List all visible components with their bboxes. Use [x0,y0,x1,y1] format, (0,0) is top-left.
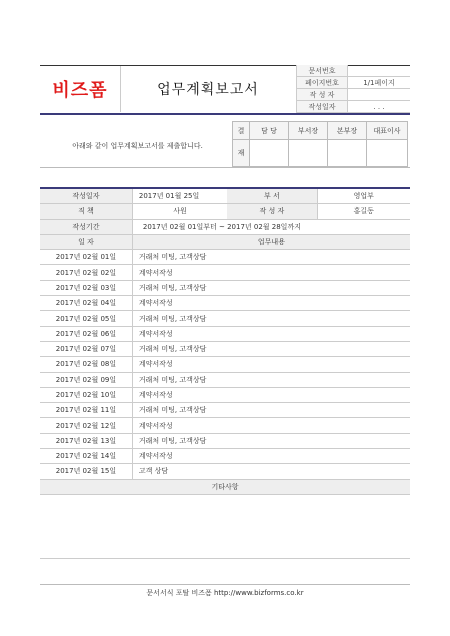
bizforms-logo: 비즈폼 [52,80,108,101]
approval-col-dept-head: 부서장 [289,122,328,140]
schedule-task[interactable]: 계약서작성 [132,387,410,402]
schedule-row [40,326,410,341]
approval-header-row [233,122,408,140]
schedule-task[interactable]: 계약서작성 [132,449,410,464]
schedule-date: 2017년 02월 11일 [40,403,132,418]
approval-sign-box[interactable] [328,140,367,167]
schedule-row [40,280,410,295]
document-meta-table [296,65,410,113]
approval-col-staff: 담 당 [250,122,289,140]
logo-divider [120,66,121,112]
approval-sign-row [233,140,408,167]
meta-label: 문서번호 [297,65,348,77]
position-label: 직 책 [40,204,132,219]
schedule-date: 2017년 02월 01일 [40,250,132,265]
meta-row-date [297,101,411,113]
schedule-header-row [40,234,410,249]
meta-value[interactable] [348,89,411,101]
schedule-row [40,403,410,418]
schedule-row [40,433,410,448]
meta-value[interactable] [348,65,411,77]
schedule-row [40,265,410,280]
schedule-date: 2017년 02월 05일 [40,311,132,326]
approval-table [232,121,408,167]
schedule-date: 2017년 02월 15일 [40,464,132,479]
schedule-row [40,418,410,433]
schedule-task[interactable]: 거래처 미팅, 고객상담 [132,341,410,356]
date-label: 작성일자 [40,189,132,204]
header-bottom-rule [40,113,410,115]
schedule-date: 2017년 02월 14일 [40,449,132,464]
schedule-row [40,341,410,356]
notes-area[interactable] [40,500,410,559]
author-value[interactable]: 홍길동 [317,204,410,219]
meta-label: 페이지번호 [297,77,348,89]
submission-statement: 아래와 같이 업무계획보고서를 제출합니다. [72,142,203,150]
schedule-task[interactable]: 계약서작성 [132,418,410,433]
schedule-date: 2017년 02월 09일 [40,372,132,387]
schedule-task[interactable]: 계약서작성 [132,296,410,311]
notes-header-row [40,479,410,494]
approval-sign-box[interactable] [367,140,408,167]
schedule-task[interactable]: 거래처 미팅, 고객상담 [132,311,410,326]
schedule-row [40,296,410,311]
schedule-date: 2017년 02월 08일 [40,357,132,372]
position-value[interactable]: 사원 [132,204,227,219]
schedule-task[interactable]: 거래처 미팅, 고객상담 [132,280,410,295]
schedule-row [40,372,410,387]
info-row-period [40,219,410,234]
schedule-task[interactable]: 거래처 미팅, 고객상담 [132,250,410,265]
meta-label: 작 성 자 [297,89,348,101]
approval-label-bottom: 재 [233,140,250,167]
meta-value[interactable]: . . . [348,101,411,113]
footer-divider [40,584,410,585]
intro-divider [40,167,410,168]
schedule-date: 2017년 02월 12일 [40,418,132,433]
schedule-task[interactable]: 거래처 미팅, 고객상담 [132,433,410,448]
footer-text: 문서서식 포탈 비즈폼 http://www.bizforms.co.kr [146,589,304,597]
schedule-row [40,449,410,464]
dept-value[interactable]: 영업부 [317,189,410,204]
schedule-task[interactable]: 계약서작성 [132,357,410,372]
schedule-date: 2017년 02월 07일 [40,341,132,356]
schedule-task[interactable]: 계약서작성 [132,265,410,280]
meta-row-page-number [297,77,411,89]
approval-col-ceo: 대표이사 [367,122,408,140]
schedule-task[interactable]: 계약서작성 [132,326,410,341]
approval-col-division-head: 본부장 [328,122,367,140]
schedule-body [40,250,410,479]
author-label: 작 성 자 [227,204,317,219]
meta-value[interactable]: 1/1페이지 [348,77,411,89]
schedule-col-date: 일 자 [40,234,132,249]
approval-sign-box[interactable] [250,140,289,167]
meta-row-author [297,89,411,101]
meta-row-doc-number [297,65,411,77]
document-title: 업무계획보고서 [157,82,259,98]
schedule-task[interactable]: 고객 상담 [132,464,410,479]
schedule-date: 2017년 02월 02일 [40,265,132,280]
period-label: 작성기간 [40,219,132,234]
meta-label: 작성일자 [297,101,348,113]
schedule-row [40,464,410,479]
schedule-row [40,387,410,402]
schedule-task[interactable]: 거래처 미팅, 고객상담 [132,403,410,418]
schedule-date: 2017년 02월 13일 [40,433,132,448]
notes-label: 기타사항 [40,479,410,494]
schedule-date: 2017년 02월 03일 [40,280,132,295]
date-value[interactable]: 2017년 01월 25일 [132,189,227,204]
schedule-row [40,250,410,265]
info-row-date [40,189,410,204]
dept-label: 부 서 [227,189,317,204]
schedule-date: 2017년 02월 10일 [40,387,132,402]
schedule-row [40,311,410,326]
plan-table [40,189,410,495]
schedule-date: 2017년 02월 04일 [40,296,132,311]
schedule-date: 2017년 02월 06일 [40,326,132,341]
schedule-row [40,357,410,372]
info-row-position [40,204,410,219]
approval-label-top: 결 [233,122,250,140]
approval-sign-box[interactable] [289,140,328,167]
schedule-col-task: 업무내용 [132,234,410,249]
schedule-task[interactable]: 거래처 미팅, 고객상담 [132,372,410,387]
period-value[interactable]: 2017년 02월 01일부터 ~ 2017년 02월 28일까지 [132,219,410,234]
